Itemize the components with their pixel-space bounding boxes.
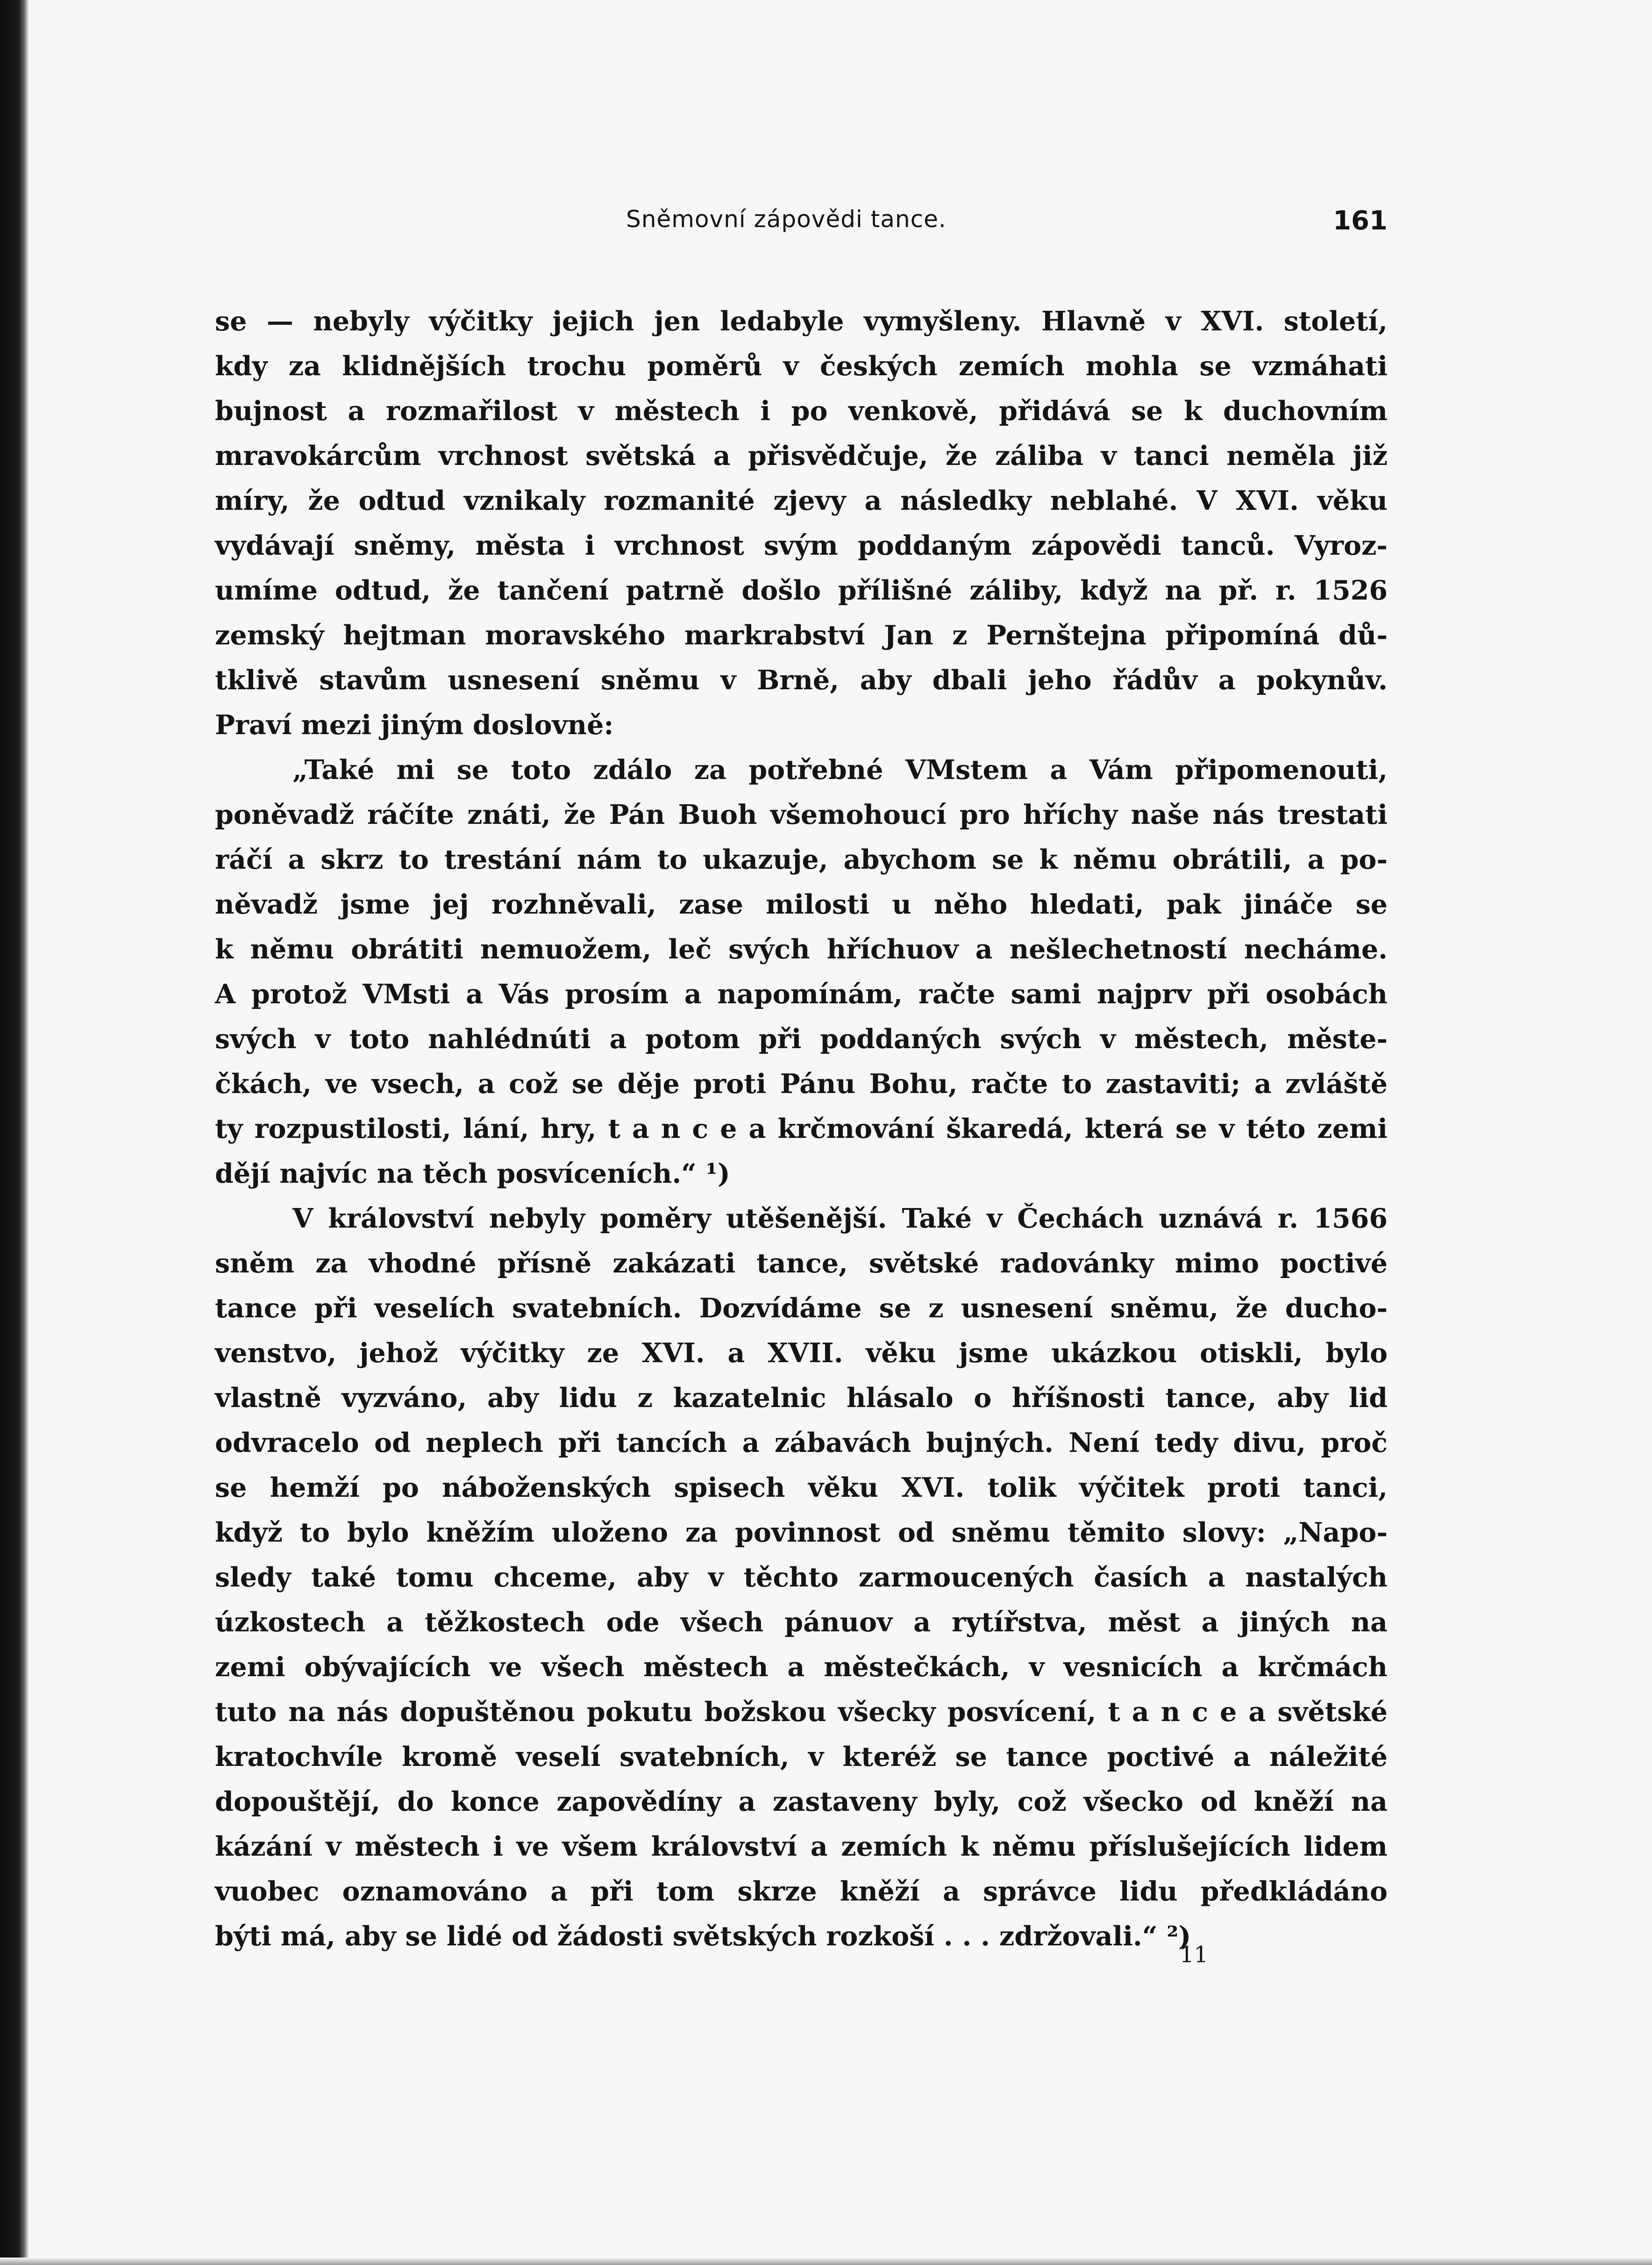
text-line: čkách, ve vsech, a což se děje proti Pánu Bohu, račte to zastaviti; a zvláště: [215, 1068, 1388, 1100]
signature-mark: 11: [1180, 1942, 1209, 1968]
text-line: V království nebyly poměry utěšenější. Také v Čechách uznává r. 1566: [292, 1203, 1388, 1234]
running-title: Sněmovní zápovědi tance.: [626, 206, 947, 233]
text-line: zemi obývajících ve všech městech a městečkách, v vesnicích a krčmách: [215, 1651, 1388, 1683]
body-text: [215, 299, 1388, 1959]
paragraph-1: [215, 299, 1388, 748]
text-line: kázání v městech i ve všem království a zemích k němu příslušejících lidem: [215, 1831, 1388, 1862]
text-line: tance při veselích svatebních. Dozvídáme se z usnesení sněmu, že ducho-: [215, 1293, 1388, 1324]
text-line: k němu obrátiti nemuožem, leč svých hříchuov a nešlechetností necháme.: [215, 934, 1388, 965]
text-line: poněvadž ráčíte znáti, že Pán Buoh všemohoucí pro hříchy naše nás trestati: [215, 799, 1388, 830]
text-line: kratochvíle kromě veselí svatebních, v kteréž se tance poctivé a náležité: [215, 1741, 1388, 1772]
text-line: venstvo, jehož výčitky ze XVI. a XVII. věku jsme ukázkou otiskli, bylo: [215, 1337, 1388, 1369]
text-line: zemský hejtman moravského markrabství Jan z Pernštejna připomíná dů-: [215, 620, 1388, 651]
text-line: dějí najvíc na těch posvíceních.“ ¹): [215, 1158, 730, 1189]
text-line: dopouštějí, do konce zapovědíny a zastaveny byly, což všecko od kněží na: [215, 1786, 1388, 1817]
text-line: umíme odtud, že tančení patrně došlo přílišné záliby, když na př. r. 1526: [215, 575, 1388, 606]
page-binding-edge: [0, 0, 29, 2265]
text-line: vydávají sněmy, města i vrchnost svým poddaným zápovědi tanců. Vyroz-: [215, 530, 1388, 561]
text-line: ty rozpustilosti, lání, hry, t a n c e a krčmování škaredá, která se v této zemi: [215, 1113, 1388, 1144]
text-line: kdy za klidnějších trochu poměrů v českých zemích mohla se vzmáhati: [215, 350, 1388, 382]
page-bottom-edge: [0, 2258, 1652, 2265]
page-number: 161: [1333, 206, 1388, 236]
text-line: se — nebyly výčitky jejich jen ledabyle vymyšleny. Hlavně v XVI. století,: [215, 306, 1388, 337]
text-line: mravokárcům vrchnost světská a přisvědčuje, že záliba v tanci neměla již: [215, 440, 1388, 472]
text-line: sněm za vhodné přísně zakázati tance, světské radovánky mimo poctivé: [215, 1248, 1388, 1279]
text-line: odvracelo od neplech při tancích a zábavách bujných. Není tedy divu, proč: [215, 1427, 1388, 1458]
text-line: vlastně vyzváno, aby lidu z kazatelnic hlásalo o hříšnosti tance, aby lid: [215, 1382, 1388, 1414]
paragraph-2-quote: [215, 748, 1388, 1196]
text-line: býti má, aby se lidé od žádosti světských rozkoší . . . zdržovali.“ ²): [215, 1921, 1191, 1952]
text-line: vuobec oznamováno a při tom skrze kněží a správce lidu předkládáno: [215, 1876, 1388, 1907]
text-line: A protož VMsti a Vás prosím a napomínám, račte sami najprv při osobách: [215, 979, 1388, 1010]
text-line: když to bylo kněžím uloženo za povinnost od sněmu těmito slovy: „Napo-: [215, 1517, 1388, 1548]
text-line: ráčí a skrz to trestání nám to ukazuje, abychom se k němu obrátili, a po-: [215, 844, 1388, 875]
text-line: Praví mezi jiným doslovně:: [215, 709, 614, 741]
text-line: se hemží po náboženských spisech věku XVI. tolik výčitek proti tanci,: [215, 1472, 1388, 1503]
text-line: sledy také tomu chceme, aby v těchto zarmoucených časích a nastalých: [215, 1562, 1388, 1593]
paragraph-3: [215, 1196, 1388, 1959]
text-line: tuto na nás dopuštěnou pokutu božskou všecky posvícení, t a n c e a světské: [215, 1696, 1388, 1728]
text-line: úzkostech a těžkostech ode všech pánuov a rytířstva, měst a jiných na: [215, 1607, 1388, 1638]
text-line: tklivě stavům usnesení sněmu v Brně, aby dbali jeho řádův a pokynův.: [215, 664, 1388, 696]
text-line: bujnost a rozmařilost v městech i po venkově, přidává se k duchovním: [215, 395, 1388, 427]
running-head: [215, 206, 1388, 243]
text-line: „Také mi se toto zdálo za potřebné VMstem a Vám připomenouti,: [292, 754, 1388, 786]
text-line: svých v toto nahlédnúti a potom při poddaných svých v městech, měste-: [215, 1023, 1388, 1055]
text-line: něvadž jsme jej rozhněvali, zase milosti u něho hledati, pak jináče se: [215, 889, 1388, 920]
text-line: míry, že odtud vznikaly rozmanité zjevy a následky neblahé. V XVI. věku: [215, 485, 1388, 516]
